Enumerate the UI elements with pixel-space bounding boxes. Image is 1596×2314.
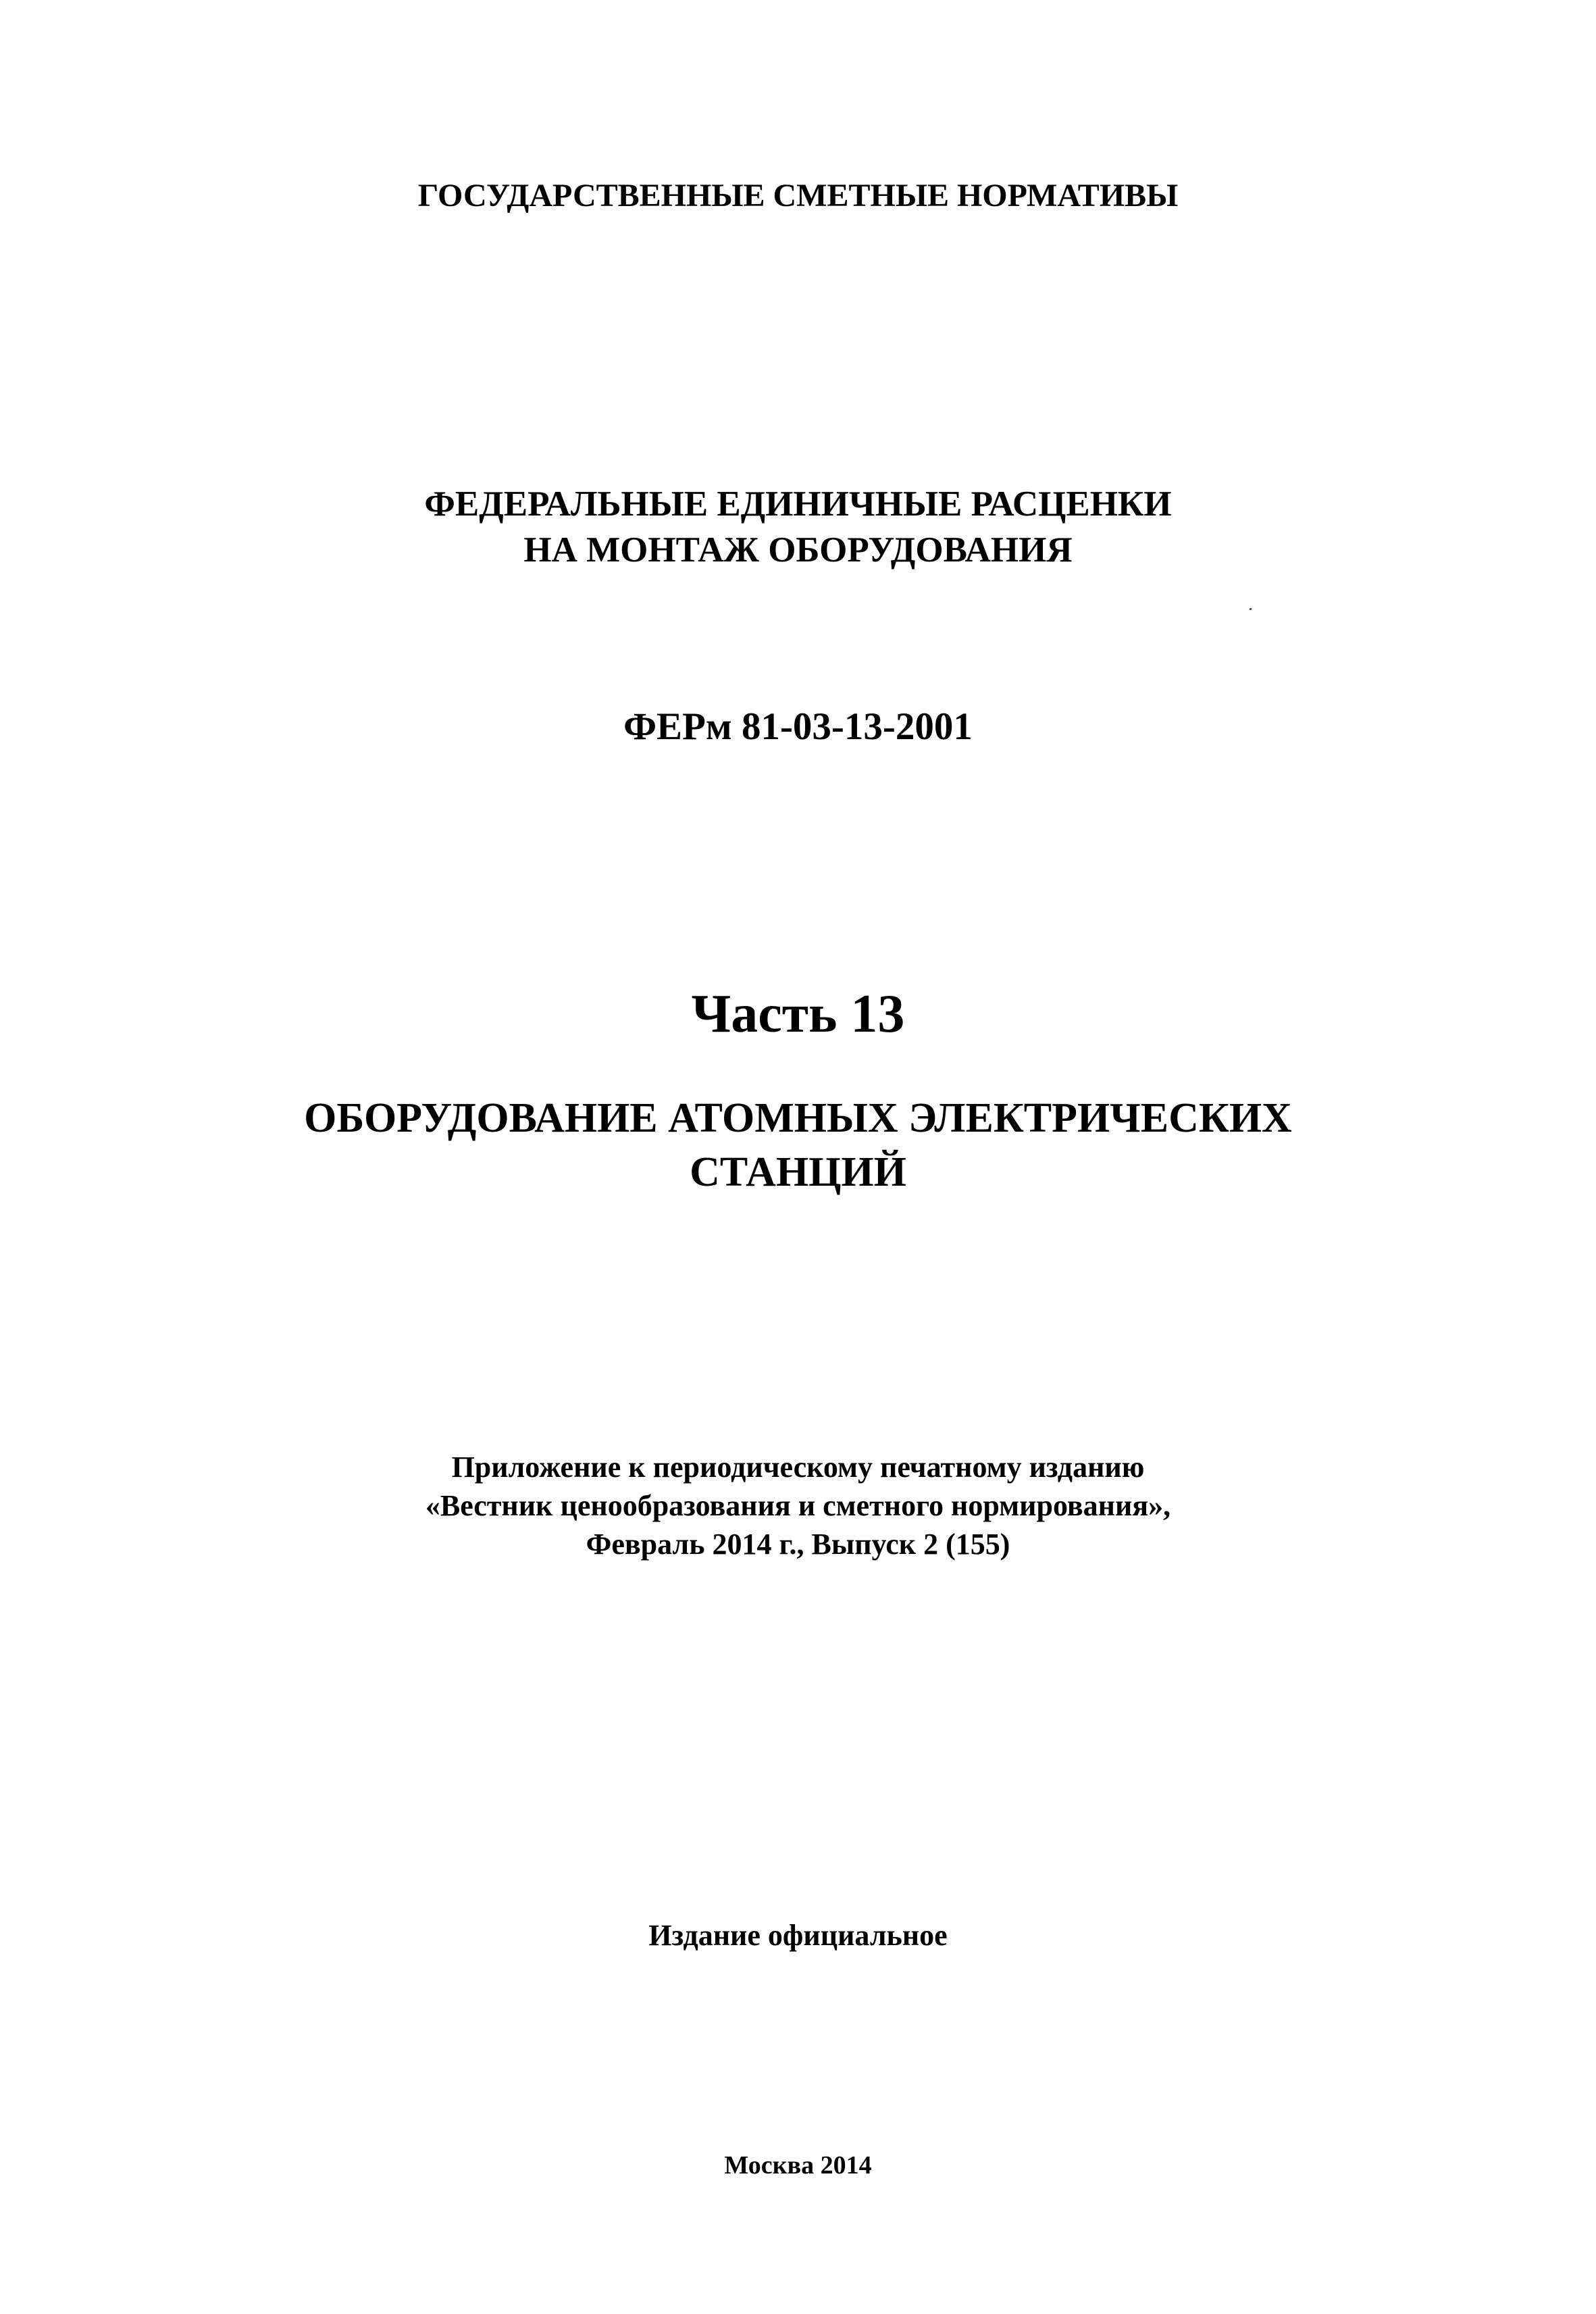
edition-note: Издание официальное (648, 1919, 948, 1952)
part-label: Часть 13 (691, 984, 905, 1044)
header-title: ГОСУДАРСТВЕННЫЕ СМЕТНЫЕ НОРМАТИВЫ (417, 178, 1179, 213)
main-title (0, 481, 1596, 573)
appendix-line-3: Февраль 2014 г., Выпуск 2 (155) (586, 1528, 1010, 1561)
part-title (0, 1091, 1596, 1199)
appendix-line-2: «Вестник ценообразования и сметного нормирования», (425, 1489, 1171, 1522)
main-title-line-2: НА МОНТАЖ ОБОРУДОВАНИЯ (523, 530, 1073, 570)
city-year: Москва 2014 (724, 2151, 872, 2180)
main-title-line-1: ФЕДЕРАЛЬНЫЕ ЕДИНИЧНЫЕ РАСЦЕНКИ (424, 484, 1172, 524)
appendix-line-1: Приложение к периодическому печатному изданию (451, 1451, 1145, 1484)
document-code: ФЕРм 81-03-13-2001 (623, 705, 973, 748)
part-title-line-1: ОБОРУДОВАНИЕ АТОМНЫХ ЭЛЕКТРИЧЕСКИХ (304, 1095, 1292, 1141)
part-title-line-2: СТАНЦИЙ (690, 1149, 906, 1195)
scan-speck (1250, 608, 1252, 610)
appendix-note (0, 1448, 1596, 1563)
